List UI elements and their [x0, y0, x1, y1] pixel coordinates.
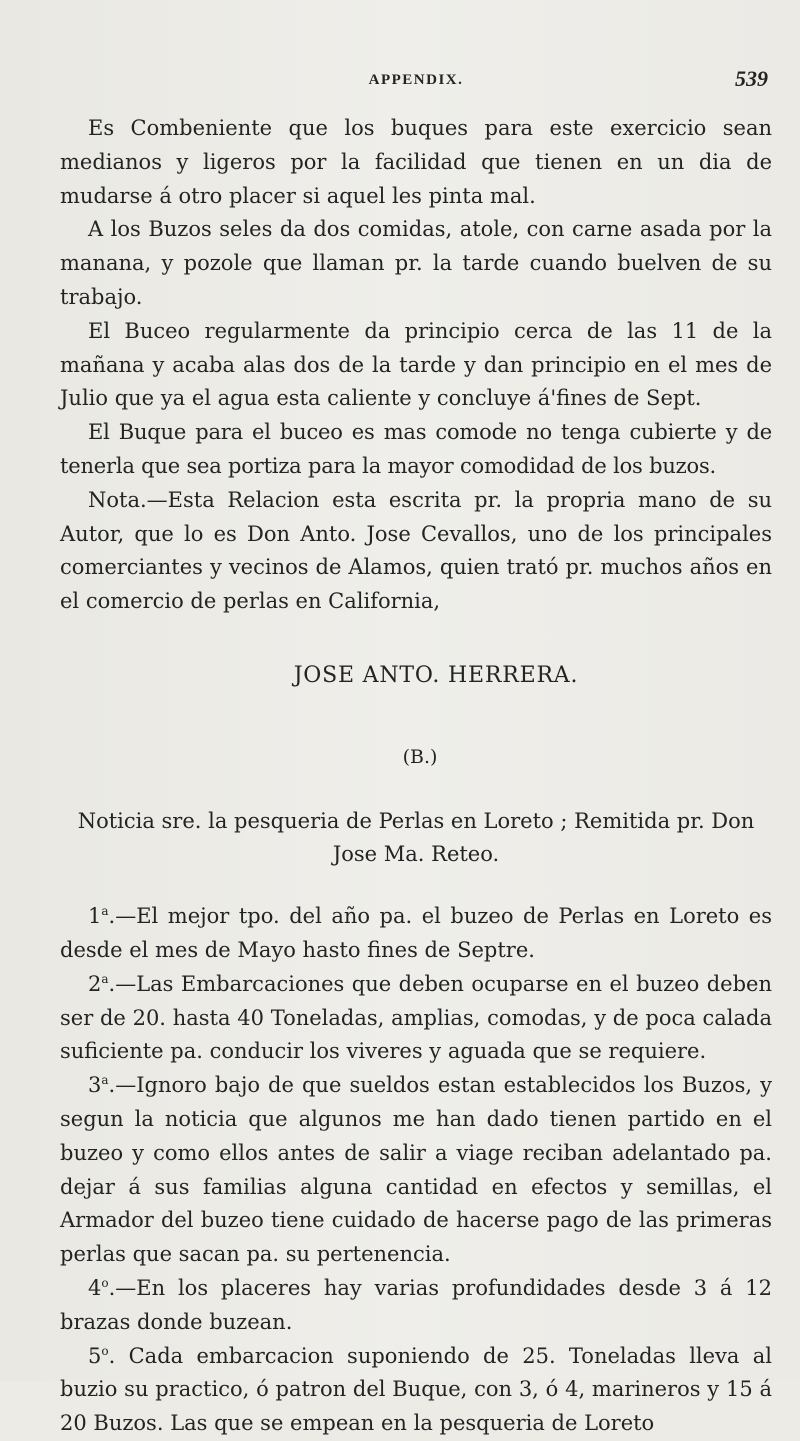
page-body [60, 112, 772, 1441]
item-ordinal: a [101, 1073, 109, 1088]
paragraph: Nota.—Esta Relacion esta escrita pr. la propria mano de su Autor, que lo es Don Anto. Jose Cevallos, uno de los principales comerciantes y vecinos de Alamos, quien trató pr. muchos años en el comercio de perlas en California, [60, 487, 772, 614]
paragraph: El Buceo regularmente da principio cerca de las 11 de la mañana y acaba alas dos de la tarde y dan principio en el mes de Julio que ya el agua esta caliente y concluye á'fines de Sept. [60, 318, 772, 411]
item-ordinal: o [101, 1275, 109, 1290]
list-item [60, 1069, 772, 1272]
item-text: .—El mejor tpo. del año pa. el buzeo de Perlas en Loreto es desde el mes de Mayo hasto fines de Septre. [60, 904, 772, 962]
appendix-section-mark: (B.) [402, 745, 438, 768]
list-item [60, 900, 772, 968]
item-number: 2 [88, 971, 102, 996]
item-text: . Cada embarcacion suponiendo de 25. Toneladas lleva al buzio su practico, ó patron del Buque, con 3, ó 4, marineros y 15 á 20 Buzos. Las que se empean en la pesqueria de Loreto [60, 1343, 772, 1436]
page-number: 539 [735, 66, 768, 91]
item-text: .—Ignoro bajo de que sueldos estan establecidos los Buzos, y segun la noticia que algunos me han dado tienen partido en el buzeo y como ellos antes de salir a viage reciban adelantado pa. dejar á sus familias alguna cantidad en efectos y semillas, el Armador del buzeo tiene cuidado de hacerse pago de las primeras perlas que sacan pa. su pertenencia. [60, 1073, 772, 1267]
running-title: APPENDIX. [368, 72, 464, 88]
notice-title: Noticia sre. la pesqueria de Perlas en Loreto ; Remitida pr. Don Jose Ma. Reteo. [77, 808, 755, 867]
numbered-list [60, 900, 772, 1441]
item-text: .—Las Embarcaciones que deben ocuparse en el buzeo deben ser de 20. hasta 40 Toneladas, amplias, comodas, y de poca calada suficiente pa. conducir los viveres y aguada que se requiere. [60, 971, 772, 1064]
list-item [60, 1272, 772, 1340]
item-number: 4 [88, 1275, 102, 1300]
item-number: 1 [88, 904, 102, 929]
item-ordinal: o [101, 1343, 109, 1358]
item-ordinal: a [101, 971, 109, 986]
running-head [60, 64, 772, 96]
list-item [60, 1340, 772, 1441]
paragraph: A los Buzos seles da dos comidas, atole, con carne asada por la manana, y pozole que llaman pr. la tarde cuando buelven de su trabajo. [60, 217, 772, 309]
item-number: 5 [88, 1343, 102, 1368]
paragraph: El Buque para el buceo es mas comode no tenga cubierte y de tenerla que sea portiza para la mayor comodidad de los buzos. [60, 420, 772, 478]
list-item [60, 968, 772, 1069]
paragraph: Es Combeniente que los buques para este exercicio sean medianos y ligeros por la facilidad que tienen en un dia de mudarse á otro placer si aquel les pinta mal. [60, 116, 772, 208]
signature: JOSE ANTO. HERRERA. [293, 662, 579, 688]
item-ordinal: a [101, 904, 109, 919]
item-number: 3 [88, 1073, 102, 1098]
item-text: .—En los placeres hay varias profundidades desde 3 á 12 brazas donde buzean. [60, 1275, 772, 1334]
